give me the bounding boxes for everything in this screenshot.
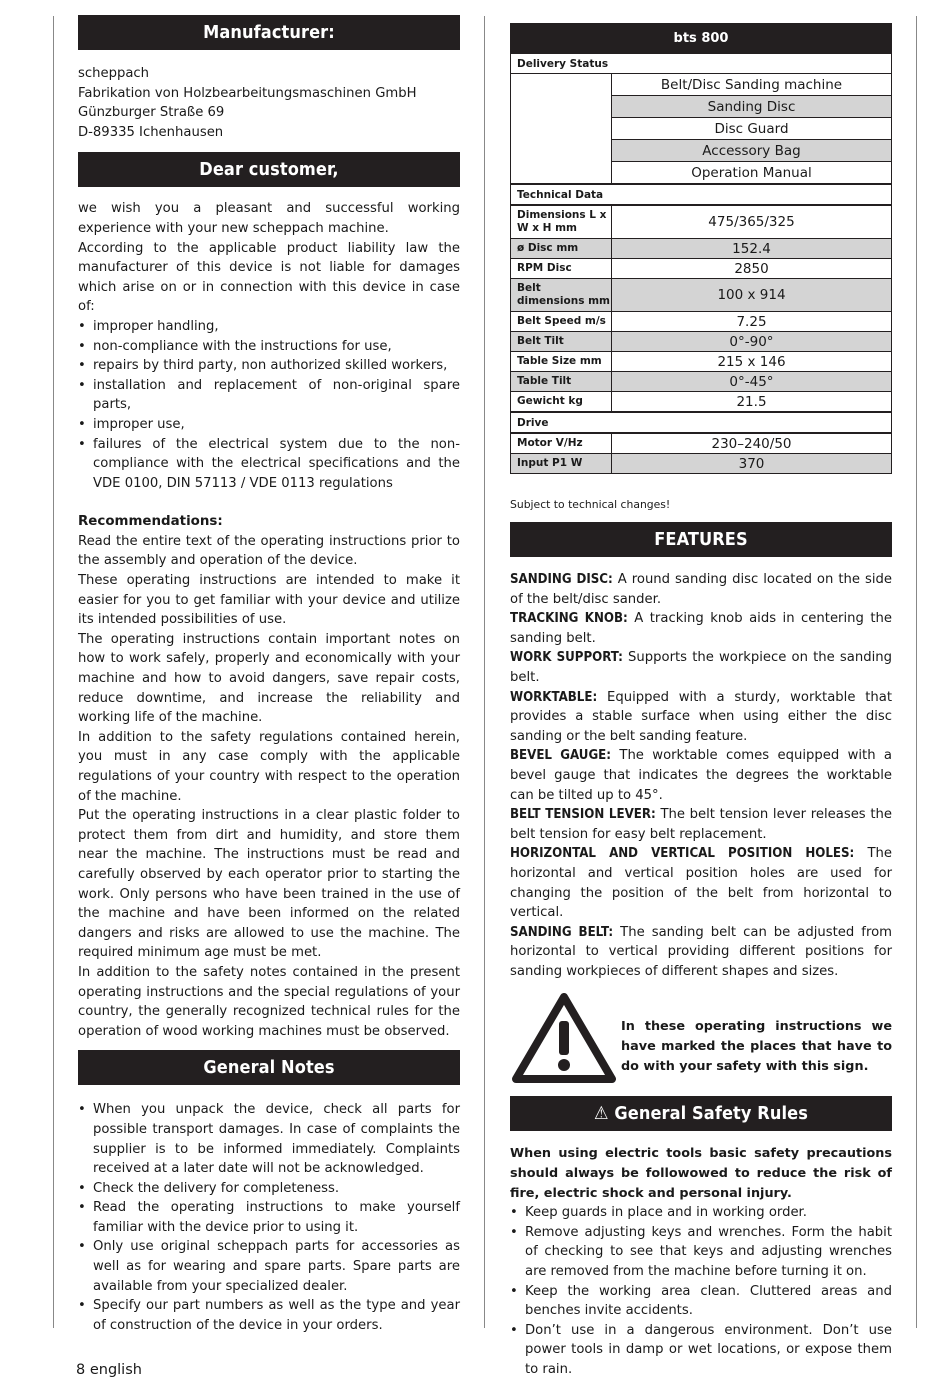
- paragraph: In addition to the safety notes contained in the present operating instructions and the special regulations of your country, the generally recognized technical rules for the operation of wood working machines must be observed.: [78, 964, 460, 1039]
- spec-table-title: bts 800: [511, 24, 892, 54]
- spec-label: Input P1 W: [511, 454, 612, 474]
- safety-heading-text: General Safety Rules: [614, 1103, 808, 1125]
- spec-label: RPM Disc: [511, 259, 612, 279]
- feature-item: [510, 844, 892, 922]
- manufacturer-address: [78, 64, 460, 142]
- list-item: • installation and replacement of non-original spare parts,: [78, 376, 460, 415]
- feature-text: The worktable comes equipped with a bevel gauge that indicates the degrees the worktable can be tilted up to 45°.: [510, 748, 892, 803]
- liability-list: [78, 317, 460, 493]
- paragraph: we wish you a pleasant and successful working experience with your new scheppach machine.: [78, 201, 460, 236]
- feature-text: Supports the workpiece on the sanding belt.: [510, 650, 892, 685]
- spec-value: 0°-90°: [612, 332, 892, 352]
- spec-label: Gewicht kg: [511, 392, 612, 413]
- list-item: • Read the operating instructions to make yourself familiar with the device prior to using it.: [78, 1198, 460, 1237]
- general-notes-heading: General Notes: [78, 1050, 460, 1085]
- list-item: • Remove adjusting keys and wrenches. Form the habit of checking to see that keys and adjusting wrenches are removed from the machine before turning it on.: [510, 1223, 892, 1282]
- warning-triangle-icon: [512, 993, 616, 1083]
- address-line: D-89335 Ichenhausen: [78, 124, 224, 140]
- paragraph: These operating instructions are intended to make it easier for you to get familiar with your device and utilize its intended possibilities of use.: [78, 573, 460, 628]
- list-item: • Keep the working area clean. Cluttered areas and benches invite accidents.: [510, 1282, 892, 1321]
- feature-term: WORKTABLE:: [510, 689, 598, 705]
- spec-value: 215 x 146: [612, 352, 892, 372]
- spec-value: 475/365/325: [612, 205, 892, 239]
- list-item: • improper handling,: [78, 317, 460, 337]
- spec-value: 152.4: [612, 239, 892, 259]
- feature-text: The sanding belt can be adjusted from horizontal to vertical providing different positions for sanding workpieces of different shapes and sizes.: [510, 924, 892, 979]
- dear-customer-body: [78, 199, 460, 493]
- delivery-status-label: Delivery Status: [511, 53, 892, 74]
- list-item: • Don’t use in a dangerous environment. Don’t use power tools in damp or wet locations, or expose them to rain.: [510, 1321, 892, 1380]
- paragraph: According to the applicable product liability law the manufacturer of this device is not liable for damages which arise on or in connection with this device in case of:: [78, 240, 460, 315]
- safety-section: [510, 1144, 892, 1379]
- drive-label: Drive: [511, 412, 892, 433]
- center-rule: [484, 16, 485, 1328]
- feature-text: The belt tension lever releases the belt tension for easy belt replacement.: [510, 807, 892, 842]
- address-line: scheppach: [78, 66, 150, 81]
- spec-label: Table Size mm: [511, 352, 612, 372]
- spec-label: Dimensions L x W x H mm: [511, 205, 612, 239]
- delivery-item: Sanding Disc: [612, 96, 892, 118]
- warning-text: In these operating instructions we have marked the places that have to do with your safety with this sign.: [621, 1019, 892, 1074]
- right-column: [510, 23, 892, 1380]
- subject-to-changes-note: Subject to technical changes!: [510, 498, 671, 511]
- list-item: • improper use,: [78, 415, 460, 435]
- general-notes-list: [78, 1100, 460, 1335]
- spec-value: 0°-45°: [612, 372, 892, 392]
- feature-text: A tracking knob aids in centering the sanding belt.: [510, 611, 892, 646]
- spec-value: 7.25: [612, 312, 892, 332]
- spec-label: Table Tilt: [511, 372, 612, 392]
- paragraph: Read the entire text of the operating instructions prior to the assembly and operation of the device.: [78, 533, 460, 569]
- safety-list: [510, 1203, 892, 1379]
- feature-item: [510, 746, 892, 805]
- feature-item: [510, 805, 892, 844]
- spec-label: Motor V/Hz: [511, 433, 612, 454]
- right-margin-rule: [916, 16, 917, 1328]
- list-item: • Only use original scheppach parts for accessories as well as for wearing and spare parts. Spare parts are available from your specialized dealer.: [78, 1237, 460, 1296]
- left-column: [78, 15, 460, 1335]
- spec-label: Belt dimensions mm: [511, 279, 612, 312]
- list-item: • failures of the electrical system due to the non-compliance with the electrical specifications and the VDE 0100, DIN 57113 / VDE 0113 regulations: [78, 435, 460, 494]
- paragraph: Put the operating instructions in a clear plastic folder to protect them from dirt and humidity, and store them near the machine. The instructions must be read and carefully observed by each operator prior to starting the work. Only persons who have been trained in the use of the machine and have been informed on the related dangers and risks are allowed to use the machine. The required minimum age must be met.: [78, 808, 460, 961]
- paragraph: In addition to the safety regulations contained herein, you must in any case comply with the applicable regulations of your country with respect to the operation of the machine.: [78, 729, 460, 804]
- delivery-blank-cell: [511, 74, 612, 185]
- feature-term: SANDING BELT:: [510, 924, 614, 940]
- spec-value: 230–240/50: [612, 433, 892, 454]
- features-list: [510, 570, 892, 981]
- feature-text: The horizontal and vertical position holes are used for changing the position of the belt from horizontal to vertical.: [510, 846, 892, 921]
- list-item: • Specify our part numbers as well as the type and year of construction of the device in your orders.: [78, 1296, 460, 1335]
- spec-value: 100 x 914: [612, 279, 892, 312]
- page-footer: 8 english: [76, 1362, 142, 1378]
- list-item: • Check the delivery for completeness.: [78, 1179, 460, 1199]
- dear-customer-heading: Dear customer,: [78, 152, 460, 187]
- features-heading: FEATURES: [510, 522, 892, 557]
- feature-term: BELT TENSION LEVER:: [510, 807, 656, 823]
- spec-label: Belt Tilt: [511, 332, 612, 352]
- recommendations-section: [78, 512, 460, 1041]
- manufacturer-heading: Manufacturer:: [78, 15, 460, 50]
- feature-item: [510, 648, 892, 687]
- spec-label: Belt Speed m/s: [511, 312, 612, 332]
- list-item: • non-compliance with the instructions for use,: [78, 337, 460, 357]
- spec-value: 370: [612, 454, 892, 474]
- feature-text: A round sanding disc located on the side of the belt/disc sander.: [510, 572, 892, 607]
- safety-intro: When using electric tools basic safety precautions should always be followowed to reduce the risk of fire, electric shock and personal injury.: [510, 1146, 892, 1201]
- feature-text: Equipped with a sturdy, worktable that provides a stable surface when using either the disc sanding or the belt sanding feature.: [510, 689, 892, 744]
- delivery-item: Operation Manual: [612, 162, 892, 185]
- feature-item: [510, 923, 892, 982]
- feature-term: HORIZONTAL AND VERTICAL POSITION HOLES:: [510, 846, 855, 862]
- list-item: • When you unpack the device, check all parts for possible transport damages. In case of complaints the supplier is to be informed immediately. Complaints received at a later date will not be acknowledged.: [78, 1100, 460, 1178]
- spec-label: ø Disc mm: [511, 239, 612, 259]
- delivery-item: Belt/Disc Sanding machine: [612, 74, 892, 96]
- warning-small-icon: ⚠: [594, 1103, 609, 1125]
- address-line: Fabrikation von Holzbearbeitungsmaschinen GmbH: [78, 85, 417, 101]
- spec-table: [510, 23, 892, 474]
- spec-value: 2850: [612, 259, 892, 279]
- address-line: Günzburger Straße 69: [78, 105, 225, 121]
- recommendations-heading: Recommendations:: [78, 514, 223, 530]
- left-margin-rule: [53, 16, 54, 1328]
- feature-item: [510, 609, 892, 648]
- warning-notice: [510, 993, 892, 1085]
- general-safety-rules-heading: [510, 1096, 892, 1131]
- feature-item: [510, 570, 892, 609]
- delivery-item: Accessory Bag: [612, 140, 892, 162]
- technical-data-label: Technical Data: [511, 184, 892, 205]
- list-item: • repairs by third party, non authorized skilled workers,: [78, 356, 460, 376]
- feature-term: TRACKING KNOB:: [510, 611, 628, 627]
- paragraph: The operating instructions contain important notes on how to work safely, properly and economically with your machine and how to avoid dangers, save repair costs, reduce downtime, and increase the reliability and working life of the machine.: [78, 631, 460, 726]
- delivery-item: Disc Guard: [612, 118, 892, 140]
- spec-value: 21.5: [612, 392, 892, 413]
- feature-term: BEVEL GAUGE:: [510, 748, 612, 764]
- list-item: • Keep guards in place and in working order.: [510, 1203, 892, 1223]
- feature-item: [510, 688, 892, 747]
- feature-term: SANDING DISC:: [510, 572, 613, 587]
- feature-term: WORK SUPPORT:: [510, 650, 623, 666]
